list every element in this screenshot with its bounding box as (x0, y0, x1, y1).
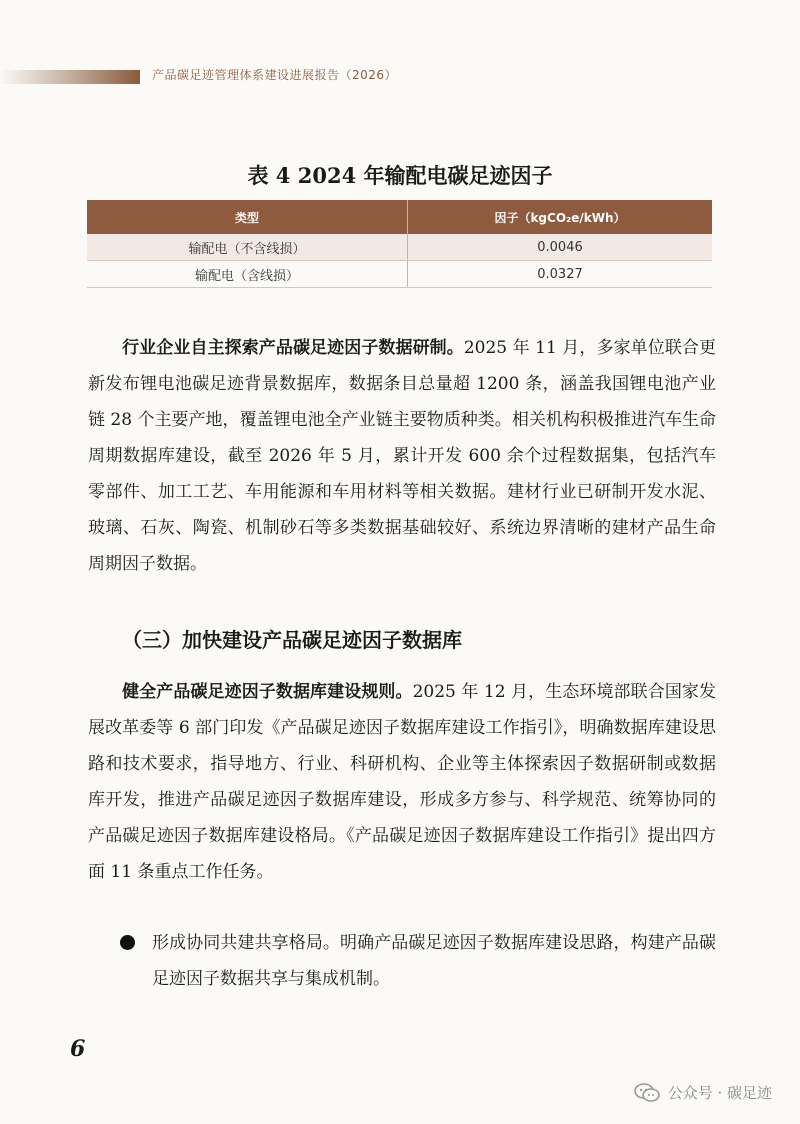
paragraph-database-rules (88, 674, 716, 890)
table-cell: 输配电（不含线损） (87, 234, 408, 261)
bullet-text: 形成协同共建共享格局。明确产品碳足迹因子数据库建设思路，构建产品碳足迹因子数据共享与集成机制。 (152, 933, 716, 989)
table-header-row (87, 200, 712, 234)
page-number: 6 (70, 1036, 86, 1062)
paragraph-body: 2025 年 12 月，生态环境部联合国家发展改革委等 6 部门印发《产品碳足迹因子数据库建设工作指引》，明确数据库建设思路和技术要求，指导地方、行业、科研机构、企业等主体探索因子数据研制或数据库开发，推进产品碳足迹因子数据库建设，形成多方参与、科学规范、统筹协同的产品碳足迹因子数据库建设格局。《产品碳足迹因子数据库建设工作指引》提出四方面 11 条重点工作任务。 (88, 682, 716, 882)
paragraph-lithium-data (88, 330, 716, 582)
paragraph-lead: 行业企业自主探索产品碳足迹因子数据研制。 (122, 338, 464, 358)
header-decoration-bar (0, 70, 140, 84)
table-cell: 0.0327 (408, 261, 713, 288)
running-header: 产品碳足迹管理体系建设进展报告（2026） (152, 68, 398, 82)
watermark (634, 1082, 772, 1103)
table-row (87, 234, 712, 261)
paragraph-body: 2025 年 11 月，多家单位联合更新发布锂电池碳足迹背景数据库，数据条目总量超 1200 条，涵盖我国锂电池产业链 28 个主要产地，覆盖锂电池全产业链主要物质种类。相关机构积极推进汽车生命周期数据库建设，截至 2026 年 5 月，累计开发 600 余个过程数据集，包括汽车零部件、加工工艺、车用能源和车用材料等相关数据。建材行业已研制开发水泥、玻璃、石灰、陶瓷、机制砂石等多类数据基础较好、系统边界清晰的建材产品生命周期因子数据。 (88, 338, 717, 574)
column-header-type: 类型 (87, 200, 408, 234)
section-heading: （三）加快建设产品碳足迹因子数据库 (122, 628, 462, 652)
paragraph-lead: 健全产品碳足迹因子数据库建设规则。 (122, 682, 413, 702)
column-header-factor: 因子（kgCO₂e/kWh） (408, 200, 713, 234)
factor-table (87, 200, 712, 288)
bullet-dot-icon (120, 935, 135, 950)
table-title: 表 4 2024 年输配电碳足迹因子 (247, 163, 553, 188)
table-cell: 0.0046 (408, 234, 713, 261)
table-cell: 输配电（含线损） (87, 261, 408, 288)
wechat-icon (634, 1083, 660, 1103)
watermark-text: 公众号 · 碳足迹 (667, 1084, 772, 1102)
table-row (87, 261, 712, 288)
